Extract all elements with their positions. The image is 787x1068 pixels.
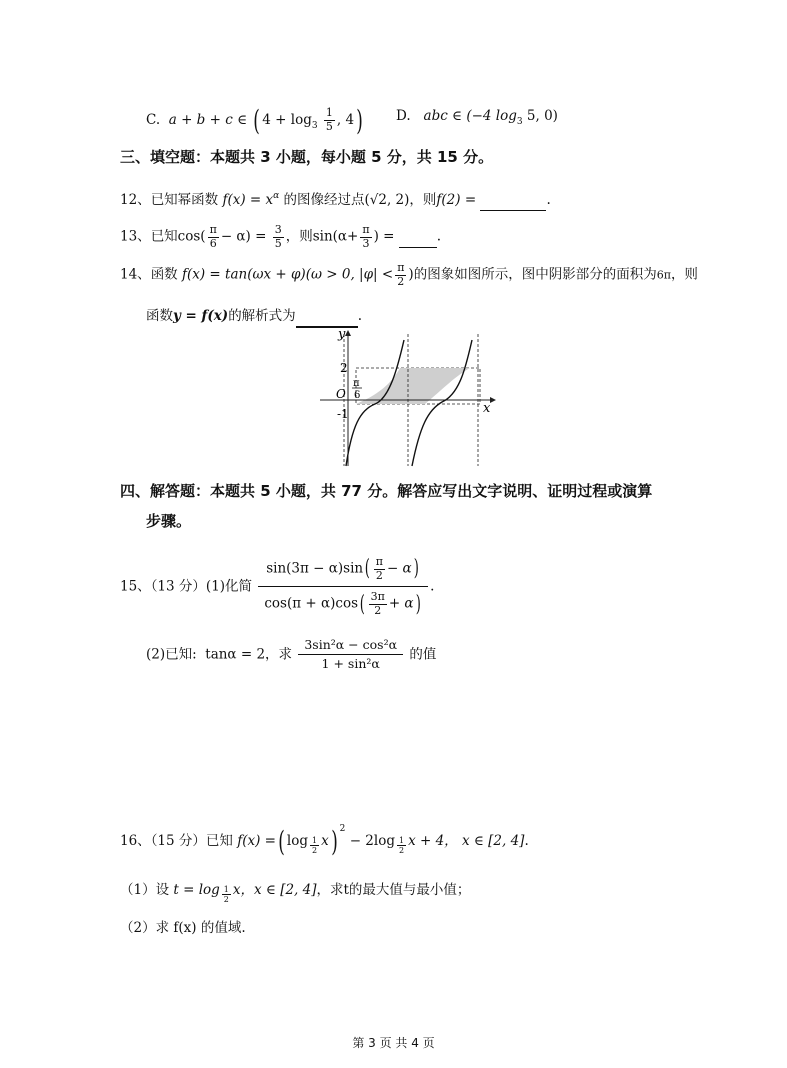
q16-log: log xyxy=(286,833,308,849)
q16-var: x xyxy=(321,833,329,849)
q15-part2-num: 3sin²α − cos²α xyxy=(298,636,403,655)
q15-numerator: sin(3π − α)sin( $\frac{\pi}{2}$ − α) xyxy=(258,552,428,587)
q13-frac1 xyxy=(208,224,219,250)
q13-frac2 xyxy=(273,224,284,250)
q12-number: 12、 xyxy=(120,192,151,208)
question-16: 16、（15 分）已知 f(x) =( log $\frac{1}{2}$ x) $^2$ − 2log $\frac{1}{2}$ x + 4， x ∈ [2, 4]. xyxy=(120,824,529,858)
option-c xyxy=(146,104,365,137)
option-c-lhs: a + b + c ∈ xyxy=(168,112,248,128)
q16-base2-den: 2 xyxy=(398,846,405,855)
question-15-part2 xyxy=(146,636,436,674)
q14-number: 14、 xyxy=(120,266,151,283)
page-footer: 第 3 页 共 4 页 xyxy=(352,1036,435,1050)
option-c-inner-b: , 4 xyxy=(336,112,355,128)
q13-text-b: − α) = xyxy=(220,228,267,245)
q13-frac2-num: 3 xyxy=(274,223,282,236)
q15-num-b: − α xyxy=(386,560,412,577)
q13-frac1-den: 6 xyxy=(209,236,217,250)
q16-base-den: 2 xyxy=(312,846,318,855)
q13-frac1-num: π xyxy=(209,223,217,236)
q16-p1-base-num: 1 xyxy=(223,884,229,894)
label-2: 2 xyxy=(340,361,348,375)
y-axis-arrow xyxy=(345,330,351,336)
q15-part2-den: 1 + sin²α xyxy=(321,656,380,672)
label-6: 6 xyxy=(354,390,361,401)
label-pi: π xyxy=(353,378,360,389)
option-c-label: C. xyxy=(146,112,161,128)
q16-p1-label: （1）设 xyxy=(120,882,170,898)
q16-expr-a: f(x) = xyxy=(237,833,276,849)
option-d-label: D. xyxy=(396,108,411,124)
shaded-region-shape xyxy=(356,368,480,404)
q14-frac-den: 2 xyxy=(397,274,405,288)
option-d-expr: abc ∈ (−4 log xyxy=(423,108,517,124)
q16-log-base-2 xyxy=(397,836,406,855)
q15-score: （13 分） xyxy=(150,578,206,595)
q14-expr: f(x) = tan(ωx + φ)(ω > 0, |φ| < xyxy=(181,266,394,283)
question-14-line2 xyxy=(146,304,362,328)
q13-answer-blank[interactable] xyxy=(399,231,437,248)
q16-p1-base-den: 2 xyxy=(223,895,229,904)
q16-expr-c: x + 4， xyxy=(408,833,458,849)
question-13 xyxy=(120,224,441,250)
section3-heading: 三、填空题：本题共 3 小题，每小题 5 分，共 15 分。 xyxy=(120,148,494,166)
label-neg-1: -1 xyxy=(337,407,349,421)
question-15 xyxy=(120,552,434,622)
q13-frac3 xyxy=(360,224,371,250)
q15-den-frac-den: 2 xyxy=(374,603,382,617)
q15-main-fraction xyxy=(258,552,428,622)
q14-frac-num: π xyxy=(397,261,405,274)
q12-expr-b: f(2) = xyxy=(436,192,477,208)
q13-text-d: ) = xyxy=(373,228,395,245)
q16-score: （15 分）已知 xyxy=(150,833,233,849)
q15-num-frac-num: π xyxy=(375,555,383,568)
section4-heading-line2: 步骤。 xyxy=(146,512,192,530)
q13-frac3-den: 3 xyxy=(362,236,370,250)
q12-end: . xyxy=(546,192,551,208)
q15-num-a: sin(3π − α)sin xyxy=(266,560,364,577)
q14-line2-b: 的解析式为 xyxy=(228,308,296,324)
question-12 xyxy=(120,188,551,211)
q15-denominator: cos(π + α)cos( $\frac{3\pi}{2}$ + α) xyxy=(264,590,421,617)
q15-part2-label: (2)已知: xyxy=(146,646,197,663)
option-c-frac-num: 1 xyxy=(325,106,333,120)
origin-label: O xyxy=(336,387,346,401)
q13-frac3-num: π xyxy=(362,223,370,236)
q15-number: 15、 xyxy=(120,578,151,595)
q16-p1-base xyxy=(222,885,231,904)
option-c-log-base: 3 xyxy=(311,121,318,131)
q12-point: (√2, 2) xyxy=(364,192,410,208)
option-c-inner-a: 4 + log xyxy=(262,112,312,128)
q13-end: . xyxy=(436,228,442,245)
q16-base-num: 1 xyxy=(312,835,318,845)
q15-den-frac xyxy=(369,591,387,617)
q16-p1-x: x xyxy=(232,882,241,898)
q16-p1-domain: ，x ∈ [2, 4] xyxy=(240,882,317,898)
option-c-right-paren: ) xyxy=(356,104,363,137)
q15-num-frac-den: 2 xyxy=(375,568,383,582)
q14-text-c: ，则 xyxy=(670,266,698,283)
q15-ask: ，求 xyxy=(265,646,293,663)
question-16-part1 xyxy=(120,878,470,904)
q16-p1-text: ，求t的最大值与最小值； xyxy=(316,882,471,898)
q12-text-a: 已知幂函数 xyxy=(150,192,219,208)
option-c-frac-den: 5 xyxy=(325,120,333,133)
q15-end: . xyxy=(430,578,435,595)
q14-line2-a: 函数 xyxy=(146,308,173,324)
q14-text-a: 函数 xyxy=(150,266,178,283)
option-d-tail: 5, 0) xyxy=(522,108,558,124)
q16-expr-b: − 2log xyxy=(349,833,395,849)
q15-part2-fraction xyxy=(298,636,403,674)
q16-base2-num: 1 xyxy=(398,835,405,845)
q16-number: 16、 xyxy=(120,833,151,849)
option-d-log-base: 3 xyxy=(516,117,523,127)
q15-den-b: + α xyxy=(388,595,414,612)
x-axis-arrow xyxy=(490,397,496,403)
q12-text-b: 的图像经过点 xyxy=(283,192,365,208)
y-axis-label: y xyxy=(338,327,346,342)
q14-area: 6π xyxy=(656,268,671,282)
q16-square: 2 xyxy=(339,824,346,834)
q14-frac xyxy=(395,262,406,288)
q12-answer-blank[interactable] xyxy=(480,194,546,211)
q13-text-c: ，则sin(α+ xyxy=(285,228,359,245)
q15-num-frac xyxy=(374,556,385,582)
option-d xyxy=(396,108,558,127)
q16-domain: x ∈ [2, 4] xyxy=(461,833,525,849)
q15-tail: 的值 xyxy=(409,646,437,663)
q14-end: . xyxy=(357,308,362,324)
q15-part1: (1)化简 xyxy=(205,578,253,595)
option-c-left-paren: ( xyxy=(253,104,261,137)
q12-expr-a: f(x) = x xyxy=(222,192,274,208)
q16-p1-t: t = log xyxy=(173,882,220,898)
q15-den-frac-num: 3π xyxy=(370,590,385,604)
question-16-part2: （2）求 f(x) 的值域. xyxy=(120,920,246,936)
tangent-graph xyxy=(320,326,500,468)
q12-exponent: α xyxy=(273,191,280,201)
option-c-fraction xyxy=(324,107,335,133)
q12-text-c: ，则 xyxy=(409,192,437,208)
q16-end: . xyxy=(524,833,529,849)
q13-frac2-den: 5 xyxy=(274,236,282,250)
q14-line2-expr: y = f(x) xyxy=(173,308,229,324)
q14-text-b: )的图象如图所示，图中阴影部分的面积为 xyxy=(408,266,657,283)
q13-text-a: 已知cos( xyxy=(150,228,206,245)
section4-heading-line1: 四、解答题：本题共 5 小题，共 77 分。解答应写出文字说明、证明过程或演算 xyxy=(120,482,653,500)
q16-log-base xyxy=(310,836,319,855)
x-axis-label: x xyxy=(483,401,491,416)
question-14 xyxy=(120,262,698,288)
q15-den-a: cos(π + α)cos xyxy=(264,595,358,612)
q15-condition: tanα = 2 xyxy=(205,646,266,663)
q13-number: 13、 xyxy=(120,228,151,245)
